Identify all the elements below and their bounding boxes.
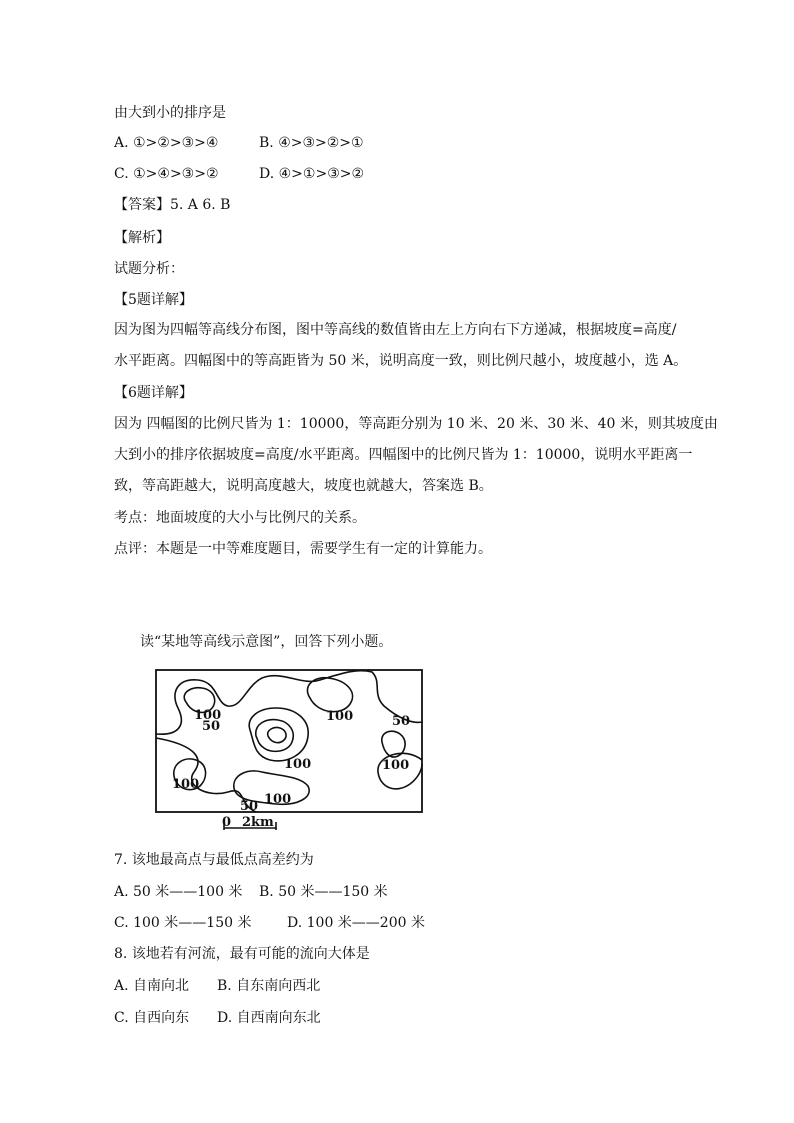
contour-center-inner xyxy=(268,727,286,742)
q8-option-d: D. 自西南向东北 xyxy=(217,1010,321,1026)
contour-label-nw-50: 50 xyxy=(202,719,221,734)
q7-option-d: D. 100 米——200 米 xyxy=(287,915,425,931)
prev-option-d: D. ④>①>③>② xyxy=(259,166,365,182)
contour-label-nw-100: 100 xyxy=(194,708,222,723)
q6-line-2: 大到小的排序依据坡度=高度/水平距离。四幅图中的比例尺皆为 1：10000，说明水平距离一 xyxy=(114,447,693,463)
contour-label-west-100: 100 xyxy=(172,777,200,792)
contour-label-south-100: 100 xyxy=(264,792,292,807)
q7-option-a: A. 50 米——100 米 xyxy=(114,884,243,900)
contour-center-mid xyxy=(256,720,293,752)
contour-map xyxy=(150,664,430,840)
contour-center-outer xyxy=(249,708,308,761)
prev-option-a: A. ①>②>③>④ xyxy=(114,135,219,151)
q8-option-b: B. 自东南向西北 xyxy=(217,978,321,994)
q8-option-c: C. 自西向东 xyxy=(114,1010,190,1026)
contour-100-ne xyxy=(307,678,352,712)
q8-options-row-2 xyxy=(114,1008,321,1028)
q5-heading: 【5题详解】 xyxy=(114,292,193,308)
q8-options-row-1 xyxy=(114,976,320,996)
analysis-heading: 【解析】 xyxy=(114,230,170,246)
q5-line-2: 水平距离。四幅图中的等高距皆为 50 米，说明高度一致，则比例尺越小，坡度越小，选 A。 xyxy=(114,353,688,369)
intro-line: 读“某地等高线示意图”，回答下列小题。 xyxy=(140,634,393,650)
q7-options-row-2 xyxy=(114,913,425,933)
q7-option-c: C. 100 米——150 米 xyxy=(114,915,252,931)
answer-line: 【答案】5. A 6. B xyxy=(114,197,231,213)
contour-label-south-50: 50 xyxy=(240,799,259,814)
contour-label-center-100: 100 xyxy=(284,757,312,772)
prev-options-row-2 xyxy=(114,164,364,184)
kaodian: 考点：地面坡度的大小与比例尺的关系。 xyxy=(114,510,366,526)
prev-option-c: C. ①>④>③>② xyxy=(114,166,219,182)
scale-zero: 0 xyxy=(222,815,232,830)
prev-option-b: B. ④>③>②>① xyxy=(259,135,364,151)
contour-map-svg xyxy=(150,664,430,840)
q8-option-a: A. 自南向北 xyxy=(114,978,190,994)
q7-stem: 7. 该地最高点与最低点高差约为 xyxy=(114,852,314,868)
contour-100-east xyxy=(382,731,405,757)
prev-options-row-1 xyxy=(114,133,364,153)
contour-label-ne-50: 50 xyxy=(392,714,411,729)
q6-line-3: 致，等高距越大，说明高度越大，坡度也就越大，答案选 B。 xyxy=(114,478,493,494)
q8-stem: 8. 该地若有河流，最有可能的流向大体是 xyxy=(114,946,370,962)
q6-line-1: 因为 四幅图的比例尺皆为 1：10000，等高距分别为 10 米、20 米、30 米、40 米，则其坡度由 xyxy=(114,416,718,432)
contour-label-ne-100: 100 xyxy=(326,709,354,724)
q5-line-1: 因为图为四幅等高线分布图，图中等高线的数值皆由左上方向右下方递减，根据坡度=高度/ xyxy=(114,322,677,338)
prev-question-stem: 由大到小的排序是 xyxy=(114,105,226,121)
contour-label-east-100: 100 xyxy=(382,758,410,773)
scale-distance: 2km xyxy=(242,815,274,830)
q7-options-row-1 xyxy=(114,882,388,902)
analysis-intro: 试题分析： xyxy=(114,261,184,277)
q6-heading: 【6题详解】 xyxy=(114,385,193,401)
dianping: 点评：本题是一中等难度题目，需要学生有一定的计算能力。 xyxy=(114,541,492,557)
q7-option-b: B. 50 米——150 米 xyxy=(259,884,388,900)
